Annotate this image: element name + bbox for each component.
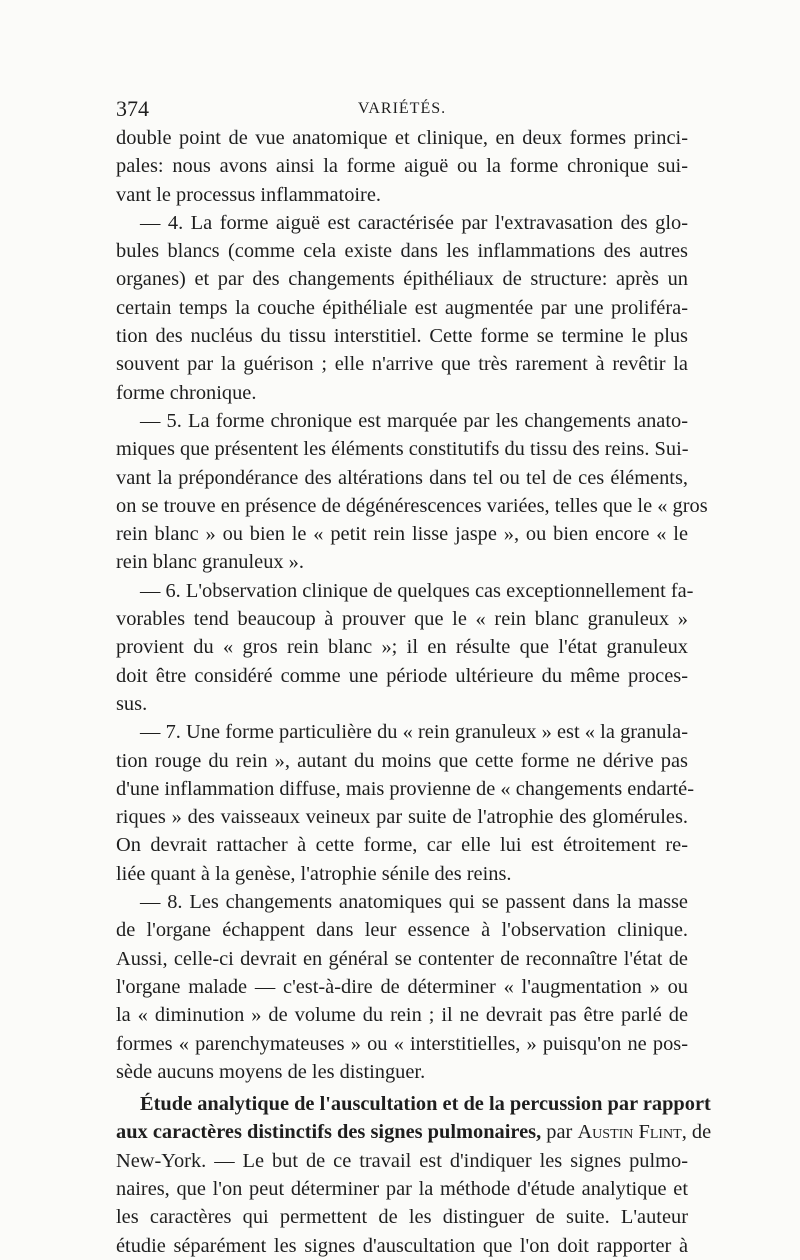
running-title: VARIÉTÉS. [357,100,447,117]
text-line: — 4. La forme aiguë est caractérisée par l'extravasation des glo- [140,211,688,234]
page-number: 374 [116,96,149,121]
text-line: rein blanc granuleux ». [116,551,304,574]
text-line: les caractères qui permettent de les distinguer de suite. L'auteur [116,1206,688,1229]
text-line: provient du « gros rein blanc »; il en résulte que l'état granuleux [116,636,688,659]
paragraph [116,124,688,209]
page-header [116,96,688,126]
paragraph [116,718,695,888]
text-line: organes) et par des changements épithéliaux de structure: après un [116,268,688,291]
text-line: sède aucuns moyens de les distinguer. [116,1060,426,1083]
text-line: — 5. La forme chronique est marquée par les changements anato- [140,409,688,432]
text-line: naires, que l'on peut déterminer par la méthode d'étude analytique et [116,1177,688,1200]
text-line: vant la prépondérance des altérations dans tel ou tel de ces éléments, [116,466,688,489]
paragraph [116,407,708,577]
article-title-line: Étude analytique de l'auscultation et de la percussion par rapport [140,1093,711,1116]
article-title: aux caractères distinctifs des signes pulmonaires, [116,1121,542,1144]
text-line: — 8. Les changements anatomiques qui se passent dans la masse [140,891,688,914]
text-line: certain temps la couche épithéliale est augmentée par une proliféra- [116,296,688,319]
text-line: forme chronique. [116,381,257,404]
article-entry [116,1090,712,1260]
text-line: riques » des vaisseaux veineux par suite de l'atrophie des glomérules. [116,806,688,829]
text-line: l'organe malade — c'est-à-dire de déterminer « l'augmentation » ou [116,975,688,998]
text-line: tion rouge du rein », autant du moins que cette forme ne dérive pas [116,749,688,772]
text-line: souvent par la guérison ; elle n'arrive que très rarement à revêtir la [116,353,688,376]
text-line: rein blanc » ou bien le « petit rein lisse jaspe », ou bien encore « le [116,523,688,546]
text-line: New-York. — Le but de ce travail est d'indiquer les signes pulmo- [116,1149,688,1172]
author-suffix: , de [681,1121,712,1144]
text-line: de l'organe échappent dans leur essence à l'observation clinique. [116,919,688,942]
text-line: d'une inflammation diffuse, mais provienne de « changements endarté- [116,777,695,800]
text-line: double point de vue anatomique et clinique, en deux formes princi- [116,127,688,149]
article-author: Austin Flint [577,1121,682,1144]
text-line: — 6. L'observation clinique de quelques cas exceptionnellement fa- [140,579,694,602]
text-line: sus. [116,692,148,715]
text-line: On devrait rattacher à cette forme, car elle lui est étroitement re- [116,834,688,857]
text-line: la « diminution » de volume du rein ; il ne devrait pas être parlé de [116,1004,688,1027]
text-line: formes « parenchymateuses » ou « interstitielles, » puisqu'on ne pos- [116,1032,688,1055]
paragraph [116,577,694,718]
by-word: par [546,1121,573,1144]
text-line: Aussi, celle-ci devrait en général se contenter de reconnaître l'état de [116,947,688,970]
text-line: vant le processus inflammatoire. [116,183,381,206]
text-line: bules blancs (comme cela existe dans les inflammations des autres [116,240,688,263]
paragraph [116,209,688,407]
text-line: doit être considéré comme une période ultérieure du même proces- [116,664,688,687]
text-line: pales: nous avons ainsi la forme aiguë ou la forme chronique sui- [116,155,688,178]
text-line: miques que présentent les éléments constitutifs du tissu des reins. Sui- [116,438,689,461]
paragraph [116,888,688,1086]
text-line: liée quant à la genèse, l'atrophie sénile des reins. [116,862,512,885]
text-line: on se trouve en présence de dégénérescences variées, telles que le « gros [116,494,708,517]
text-line: vorables tend beaucoup à prouver que le « rein blanc granuleux » [116,608,688,631]
page-body [116,124,712,1260]
article-title-line-2 [116,1118,712,1146]
text-line: tion des nucléus du tissu interstitiel. Cette forme se termine le plus [116,325,688,348]
text-line: étudie séparément les signes d'auscultation que l'on doit rapporter à [116,1234,688,1257]
text-line: — 7. Une forme particulière du « rein granuleux » est « la granula- [140,721,688,744]
